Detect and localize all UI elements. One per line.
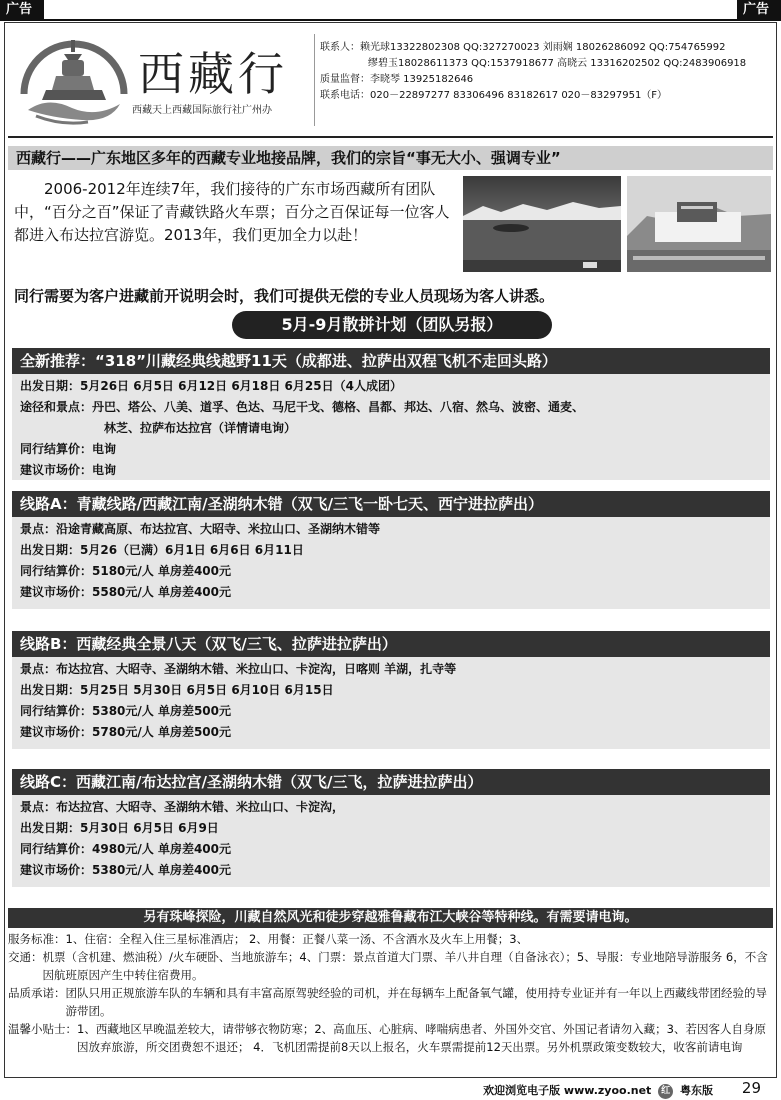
red-badge-icon: 红 <box>658 1084 673 1099</box>
route-dates: 出发日期：5月26（已满）6月1日 6月6日 6月11日 <box>20 543 304 557</box>
route-peer-price: 同行结算价：4980元/人 单房差400元 <box>20 842 232 856</box>
notice-text: 同行需要为客户进藏前开说明会时，我们可提供无偿的专业人员现场为客人讲悉。 <box>14 287 555 305</box>
stupa-logo-icon <box>18 30 130 128</box>
header-divider <box>314 34 315 126</box>
route-market-price: 建议市场价：电询 <box>20 463 117 477</box>
footer-text <box>483 1082 713 1099</box>
route-b-title: 线路B：西藏经典全景八天（双飞/三飞、拉萨进拉萨出） <box>12 631 770 657</box>
route-c <box>12 769 770 887</box>
route-market-price: 建议市场价：5380元/人 单房差400元 <box>20 863 232 877</box>
transport-label: 交通： <box>8 950 43 964</box>
route-sights: 景点：沿途青藏高原、布达拉宫、大昭寺、米拉山口、圣湖纳木错等 <box>20 522 381 536</box>
lake-photo <box>463 176 621 272</box>
route-featured-title: 全新推荐：“318”川藏经典线越野11天（成都进、拉萨出双程飞机不走回头路） <box>12 348 770 374</box>
contact-line: 联系人：赖光球13322802308 QQ:327270023 刘雨娴 18026286092 QQ:754765992 <box>320 42 726 53</box>
header-rule <box>8 136 773 138</box>
route-market-price: 建议市场价：5580元/人 单房差400元 <box>20 585 232 599</box>
special-routes-banner: 另有珠峰探险，川藏自然风光和徒步穿越雅鲁藏布江大峡谷等特种线。有需要请电询。 <box>8 908 773 928</box>
header <box>8 26 773 132</box>
route-sights: 景点：布达拉宫、大昭寺、圣湖纳木错、米拉山口、卡淀沟，日喀则 羊湖，扎寺等 <box>20 662 457 676</box>
contact-block <box>320 40 775 104</box>
route-sights: 景点：布达拉宫、大昭寺、圣湖纳木错、米拉山口、卡淀沟， <box>20 800 345 814</box>
service-label: 服务标准： <box>8 932 66 946</box>
quality-label: 品质承诺： <box>8 986 66 1000</box>
plan-title: 5月-9月散拼计划（团队另报） <box>232 311 552 339</box>
route-dates: 出发日期：5月26日 6月5日 6月12日 6月18日 6月25日（4人成团） <box>20 379 402 393</box>
quality-text: 团队只用正规旅游车队的车辆和具有丰富高原驾驶经验的司机，并在每辆车上配备氧气罐，使用持专业证并有一年以上西藏线带团经验的导游带团。 <box>65 986 767 1018</box>
route-featured <box>12 348 770 480</box>
route-peer-price: 同行结算价：5380元/人 单房差500元 <box>20 704 232 718</box>
route-peer-price: 同行结算价：电询 <box>20 442 117 456</box>
route-dates: 出发日期：5月25日 5月30日 6月5日 6月10日 6月15日 <box>20 683 334 697</box>
contact-line: 缪碧玉18028611373 QQ:1537918677 高晓云 13316202502 QQ:2483906918 <box>368 58 747 69</box>
slogan-banner: 西藏行——广东地区多年的西藏专业地接品牌，我们的宗旨“事无大小、强调专业” <box>8 146 773 170</box>
potala-palace-photo <box>627 176 771 272</box>
ad-tag-left: 广告 <box>0 0 44 20</box>
intro-text <box>14 178 454 247</box>
route-peer-price: 同行结算价：5180元/人 单房差400元 <box>20 564 232 578</box>
route-a <box>12 491 770 609</box>
brand-subtitle: 西藏天上西藏国际旅行社广州办 <box>132 105 272 116</box>
brand-title: 西藏行 <box>138 47 288 101</box>
route-sights-cont: 林芝、拉萨布达拉宫（详情请电询） <box>104 421 297 435</box>
route-b <box>12 631 770 749</box>
ad-tag-right: 广告 <box>737 0 781 20</box>
transport-text: 机票（含机建、燃油税）/火车硬卧、当地旅游车；4、门票：景点首道大门票、羊八井自理（自备泳衣）；5、导服：专业地陪导游服务 6，不含因航班原因产生中转住宿费用。 <box>42 950 768 982</box>
tips-label: 温馨小贴士： <box>8 1022 77 1036</box>
contact-line: 联系电话：020－22897277 83306496 83182617 020－83297951（F） <box>320 90 668 101</box>
route-sights: 途径和景点：丹巴、塔公、八美、道孚、色达、马尼干戈、德格、昌都、邦达、八宿、然乌、波密、通麦、 <box>20 400 585 414</box>
route-a-title: 线路A：青藏线路/西藏江南/圣湖纳木错（双飞/三飞一卧七天、西宁进拉萨出） <box>12 491 770 517</box>
service-text: 1、住宿：全程入住三星标准酒店； 2、用餐：正餐八菜一汤、不含酒水及火车上用餐；3、 <box>65 932 529 946</box>
footer-site: 欢迎浏览电子版 www.zyoo.net <box>483 1084 652 1097</box>
intro-paragraph: 2006-2012年连续7年，我们接待的广东市场西藏所有团队中，“百分之百”保证了青藏铁路火车票；百分之百保证每一位客人都进入布达拉宫游览。2013年，我们更加全力以赴！ <box>14 180 450 244</box>
tips-text: 1、西藏地区早晚温差较大，请带够衣物防寒；2、高血压、心脏病、哮喘病患者、外国外交官、外国记者请勿入藏；3、若因客人自身原因放弃旅游，所交团费恕不退还； 4．飞机团需提前8天以上报名，火车票需提前12天出票。另外机票政策变数较大，收客前请电询 <box>77 1022 766 1054</box>
route-dates: 出发日期：5月30日 6月5日 6月9日 <box>20 821 219 835</box>
route-market-price: 建议市场价：5780元/人 单房差500元 <box>20 725 232 739</box>
top-rule <box>0 19 781 21</box>
contact-line: 质量监督：李晓琴 13925182646 <box>320 74 474 85</box>
footer <box>0 1078 781 1100</box>
terms-block <box>8 930 773 1056</box>
footer-edition: 粤东版 <box>680 1084 713 1097</box>
page-number: 29 <box>741 1079 761 1097</box>
route-c-title: 线路C：西藏江南/布达拉宫/圣湖纳木错（双飞/三飞，拉萨进拉萨出） <box>12 769 770 795</box>
